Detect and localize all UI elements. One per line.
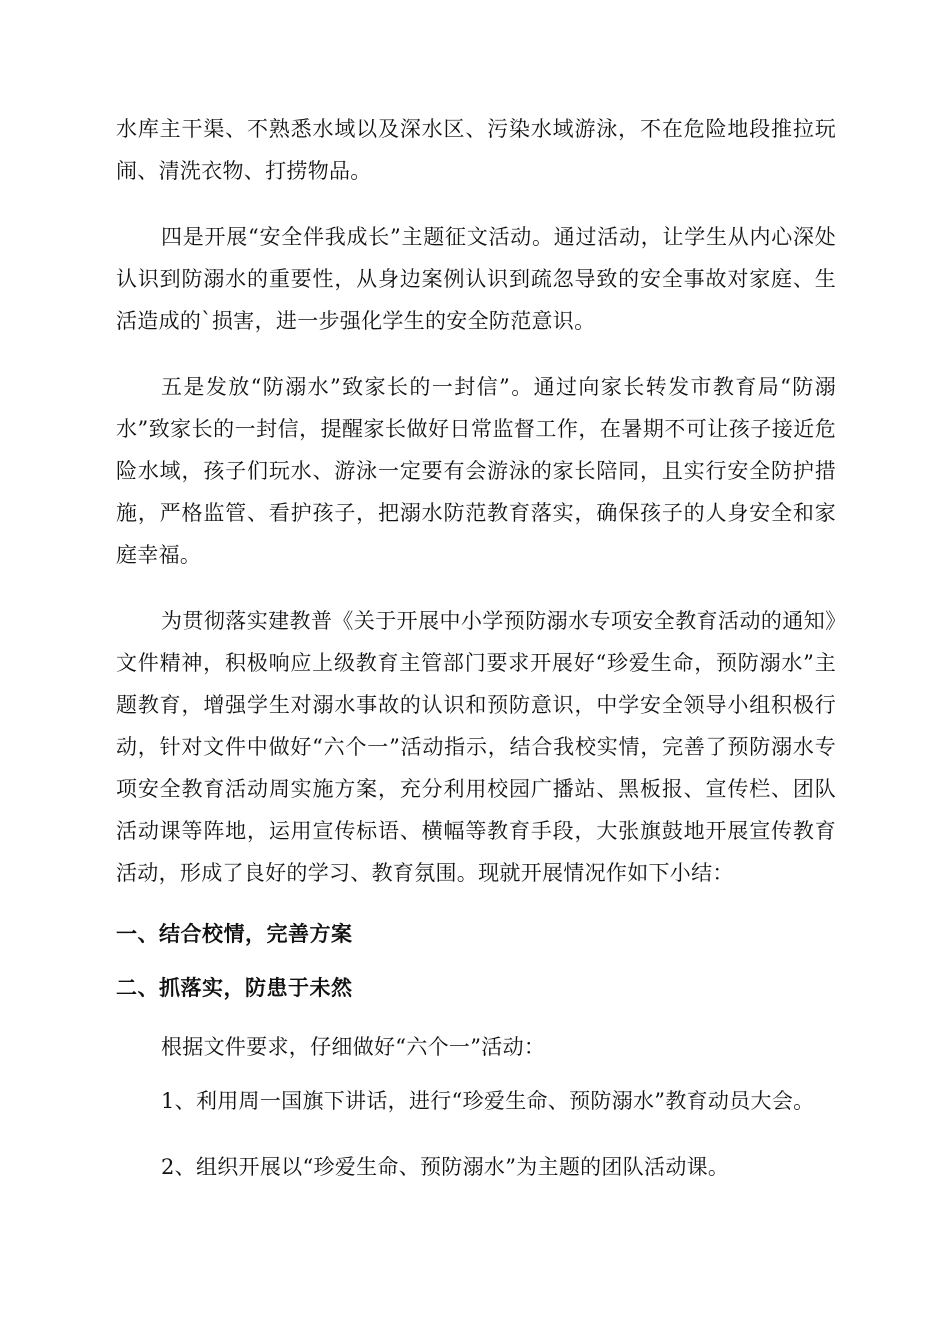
section-heading-2: 二、抓落实，防患于未然 xyxy=(116,975,353,1000)
list-item-1: 1、利用周一国旗下讲话，进行“珍爱生命、预防溺水”教育动员大会。 xyxy=(161,1089,815,1113)
list-item-2: 2、组织开展以“珍爱生命、预防溺水”为主题的团队活动课。 xyxy=(161,1155,730,1179)
paragraph-six-activities: 根据文件要求，仔细做好“六个一”活动： xyxy=(161,1035,546,1059)
paragraph-swimming-rules: 水库主干渠、不熟悉水域以及深水区、污染水域游泳，不在危险地段推拉玩闹、清洗衣物、打捞物品。 xyxy=(116,117,836,183)
paragraph-parent-letter: 五是发放“防溺水”致家长的一封信”。通过向家长转发市教育局“防溺水”致家长的一封信，提醒家长做好日常监督工作，在暑期不可让孩子接近危险水域，孩子们玩水、游泳一定要有会游泳的家长陪同，且实行安全防护措施，严格监管、看护孩子，把溺水防范教育落实，确保孩子的人身安全和家庭幸福。 xyxy=(116,375,836,567)
paragraph-summary-intro: 为贯彻落实建教普《关于开展中小学预防溺水专项安全教育活动的通知》文件精神，积极响应上级教育主管部门要求开展好“珍爱生命，预防溺水”主题教育，增强学生对溺水事故的认识和预防意识，中学安全领导小组积极行动，针对文件中做好“六个一”活动指示，结合我校实情，完善了预防溺水专项安全教育活动周实施方案，充分利用校园广播站、黑板报、宣传栏、团队活动课等阵地，运用宣传标语、横幅等教育手段，大张旗鼓地开展宣传教育活动，形成了良好的学习、教育氛围。现就开展情况作如下小结： xyxy=(116,609,836,885)
document-body xyxy=(116,108,836,1212)
paragraph-essay-activity: 四是开展“安全伴我成长”主题征文活动。通过活动，让学生从内心深处认识到防溺水的重要性，从身边案例认识到疏忽导致的安全事故对家庭、生活造成的`损害，进一步强化学生的安全防范意识。 xyxy=(116,225,836,333)
section-heading-1: 一、结合校情，完善方案 xyxy=(116,921,353,946)
